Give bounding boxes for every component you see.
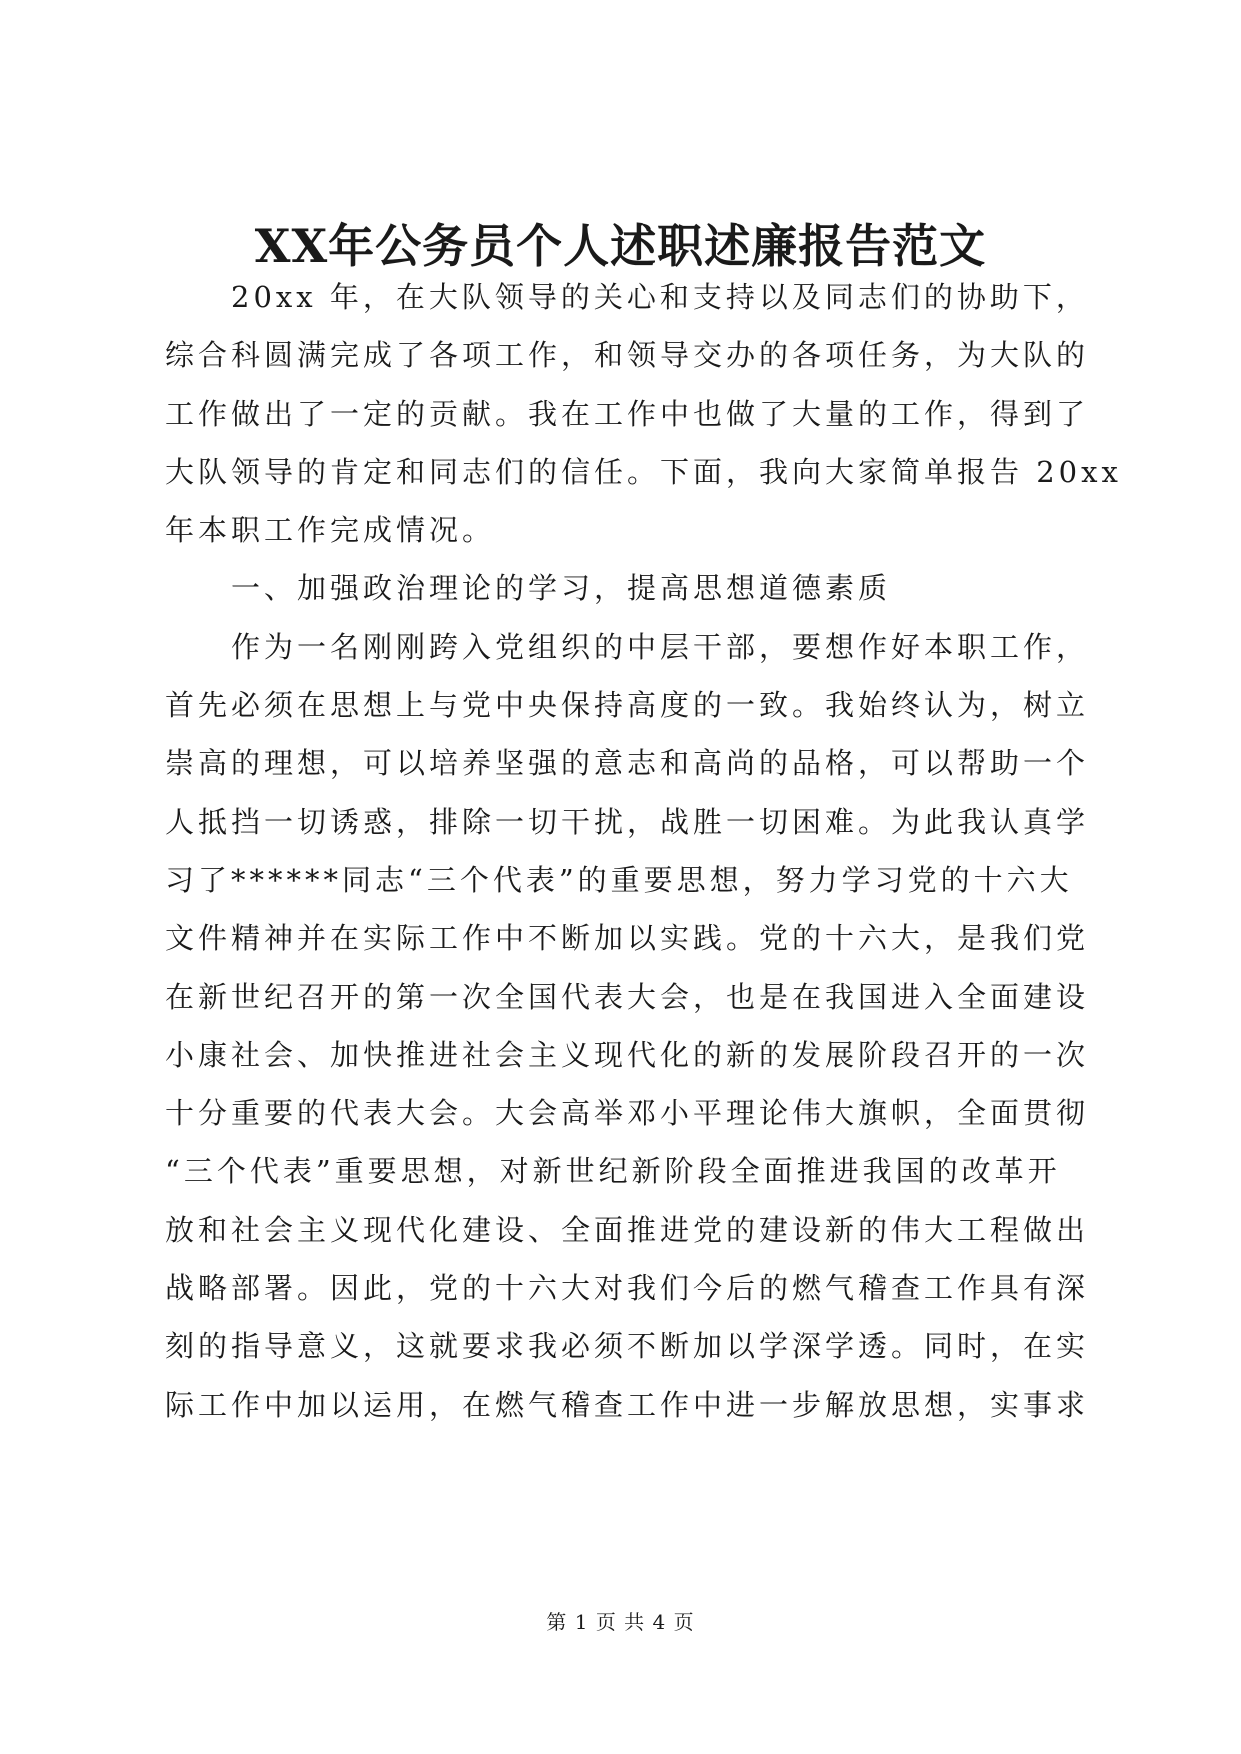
paragraph-line: 十分重要的代表大会。大会高举邓小平理论伟大旗帜，全面贯彻 (165, 1096, 1090, 1131)
paragraph-line: 习了******同志“三个代表”的重要思想，努力学习党的十六大 (165, 862, 1073, 897)
paragraph-line: 小康社会、加快推进社会主义现代化的新的发展阶段召开的一次 (165, 1037, 1090, 1072)
paragraph-line: 文件精神并在实际工作中不断加以实践。党的十六大，是我们党 (165, 921, 1090, 956)
paragraph-line: 工作做出了一定的贡献。我在工作中也做了大量的工作，得到了 (165, 396, 1090, 431)
paragraph-line: 年本职工作完成情况。 (165, 513, 496, 548)
paragraph-line: “三个代表”重要思想，对新世纪新阶段全面推进我国的改革开 (165, 1154, 1061, 1189)
page-footer: 第 1 页 共 4 页 (546, 1610, 695, 1634)
paragraph-line: 放和社会主义现代化建设、全面推进党的建设新的伟大工程做出 (165, 1212, 1090, 1247)
paragraph-line: 刻的指导意义，这就要求我必须不断加以学深学透。同时，在实 (165, 1329, 1090, 1364)
document-title: XX年公务员个人述职述廉报告范文 (254, 219, 987, 273)
paragraph-line: 大队领导的肯定和同志们的信任。下面，我向大家简单报告 20xx (165, 454, 1122, 489)
paragraph-line: 首先必须在思想上与党中央保持高度的一致。我始终认为，树立 (165, 688, 1090, 723)
section-heading: 一、加强政治理论的学习，提高思想道德素质 (231, 571, 892, 606)
paragraph-line: 在新世纪召开的第一次全国代表大会，也是在我国进入全面建设 (165, 979, 1090, 1014)
paragraph-line: 综合科圆满完成了各项工作，和领导交办的各项任务，为大队的 (165, 338, 1090, 373)
paragraph-line: 20xx 年，在大队领导的关心和支持以及同志们的协助下， (231, 280, 1089, 314)
paragraph-line: 崇高的理想，可以培养坚强的意志和高尚的品格，可以帮助一个 (165, 746, 1090, 781)
paragraph-line: 人抵挡一切诱惑，排除一切干扰，战胜一切困难。为此我认真学 (165, 804, 1090, 839)
paragraph-line: 战略部署。因此，党的十六大对我们今后的燃气稽查工作具有深 (165, 1271, 1090, 1306)
paragraph-line: 作为一名刚刚跨入党组织的中层干部，要想作好本职工作， (231, 629, 1090, 664)
paragraph-line: 际工作中加以运用，在燃气稽查工作中进一步解放思想，实事求 (165, 1387, 1090, 1422)
document-body (165, 268, 1122, 1434)
